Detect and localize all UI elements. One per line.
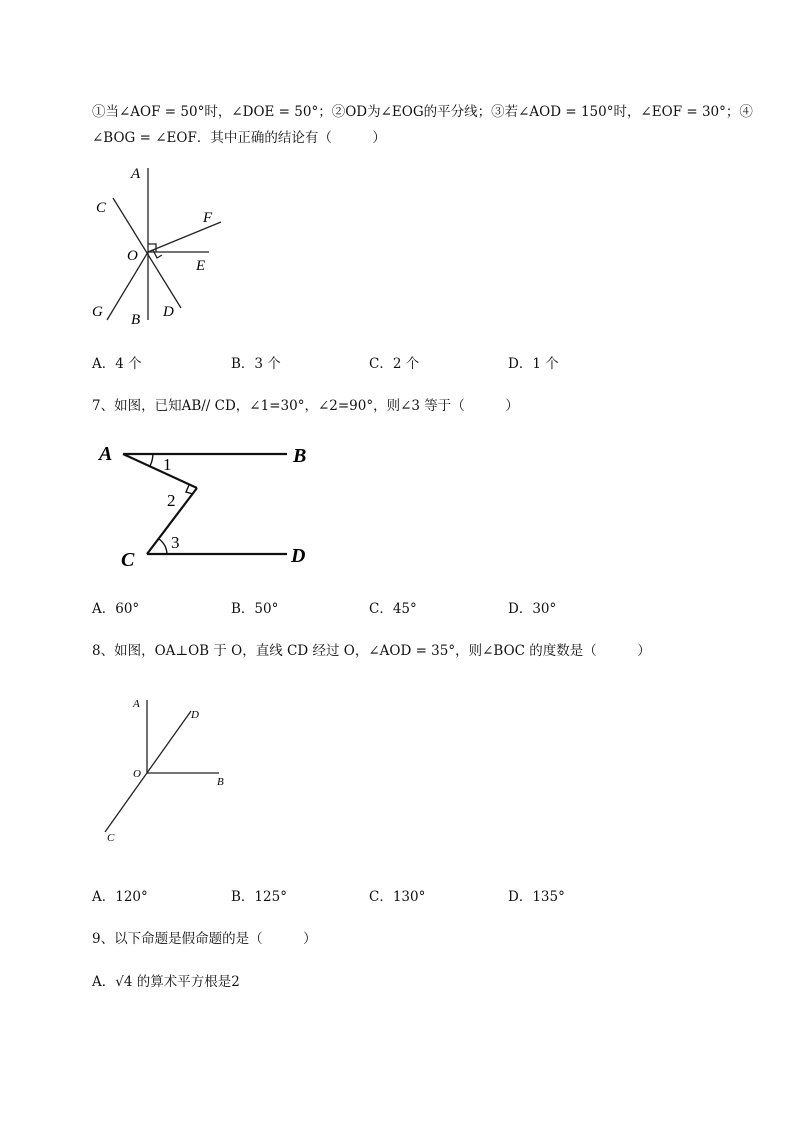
- q6-ray-OF: [148, 222, 221, 252]
- q8-figure: [95, 690, 245, 850]
- q7-label-angle1: 1: [163, 455, 172, 474]
- q7-label-angle2: 2: [167, 491, 176, 510]
- q6-label-F: F: [203, 210, 213, 226]
- q8-line-CD: [105, 711, 191, 832]
- q8-label-D: D: [191, 709, 199, 721]
- q7-label-angle3: 3: [171, 533, 180, 552]
- q6-label-B: B: [131, 312, 141, 328]
- q7-figure: [95, 438, 325, 578]
- q7-segment-A-vertex: [123, 454, 197, 488]
- q7-option-a: A．60°: [92, 601, 140, 617]
- q7-option-b: B．50°: [231, 601, 279, 617]
- q8-label-B: B: [217, 776, 224, 788]
- q7-label-B: B: [293, 445, 307, 467]
- q6-option-c: C．2 个: [369, 356, 420, 372]
- q6-right-angle-mark-right: [153, 250, 162, 258]
- q8-option-b: B．125°: [231, 889, 287, 905]
- q8-option-d: D．135°: [508, 889, 565, 905]
- q8-label-O: O: [133, 768, 141, 780]
- q6-statement-line2: ∠BOG = ∠EOF．其中正确的结论有（ ）: [92, 130, 386, 146]
- q6-label-G: G: [92, 304, 103, 320]
- q7-option-d: D．30°: [508, 601, 557, 617]
- q8-option-c: C．130°: [369, 889, 426, 905]
- q6-option-d: D．1 个: [508, 356, 559, 372]
- q7-angle1-arc: [150, 454, 153, 466]
- q7-label-A: A: [99, 443, 113, 465]
- q6-option-b: B．3 个: [231, 356, 281, 372]
- q7-angle3-arc: [159, 539, 167, 554]
- q6-label-O: O: [127, 248, 138, 264]
- q6-label-C: C: [96, 200, 107, 216]
- q7-label-C: C: [121, 549, 135, 571]
- q6-label-D: D: [163, 304, 174, 320]
- q7-option-c: C．45°: [369, 601, 417, 617]
- q6-statement-line1: ①当∠AOF = 50°时，∠DOE = 50°；②OD为∠EOG的平分线；③若∠AOD = 150°时，∠EOF = 30°；④: [92, 104, 753, 120]
- q9-option-a: A．√4 的算术平方根是2: [92, 974, 240, 990]
- q6-figure: [85, 160, 235, 330]
- q9-question: 9、以下命题是假命题的是（ ）: [92, 931, 317, 947]
- q6-option-a: A．4 个: [92, 356, 142, 372]
- q8-label-C: C: [107, 832, 115, 844]
- q6-label-E: E: [196, 258, 206, 274]
- q8-label-A: A: [133, 698, 140, 710]
- q7-label-D: D: [291, 545, 306, 567]
- q6-label-A: A: [131, 166, 141, 182]
- q7-question: 7、如图，已知AB// CD，∠1=30°，∠2=90°，则∠3 等于（ ）: [92, 398, 519, 414]
- q8-option-a: A．120°: [92, 889, 148, 905]
- q8-question: 8、如图，OA⊥OB 于 O，直线 CD 经过 O，∠AOD = 35°，则∠BOC 的度数是（ ）: [92, 643, 651, 659]
